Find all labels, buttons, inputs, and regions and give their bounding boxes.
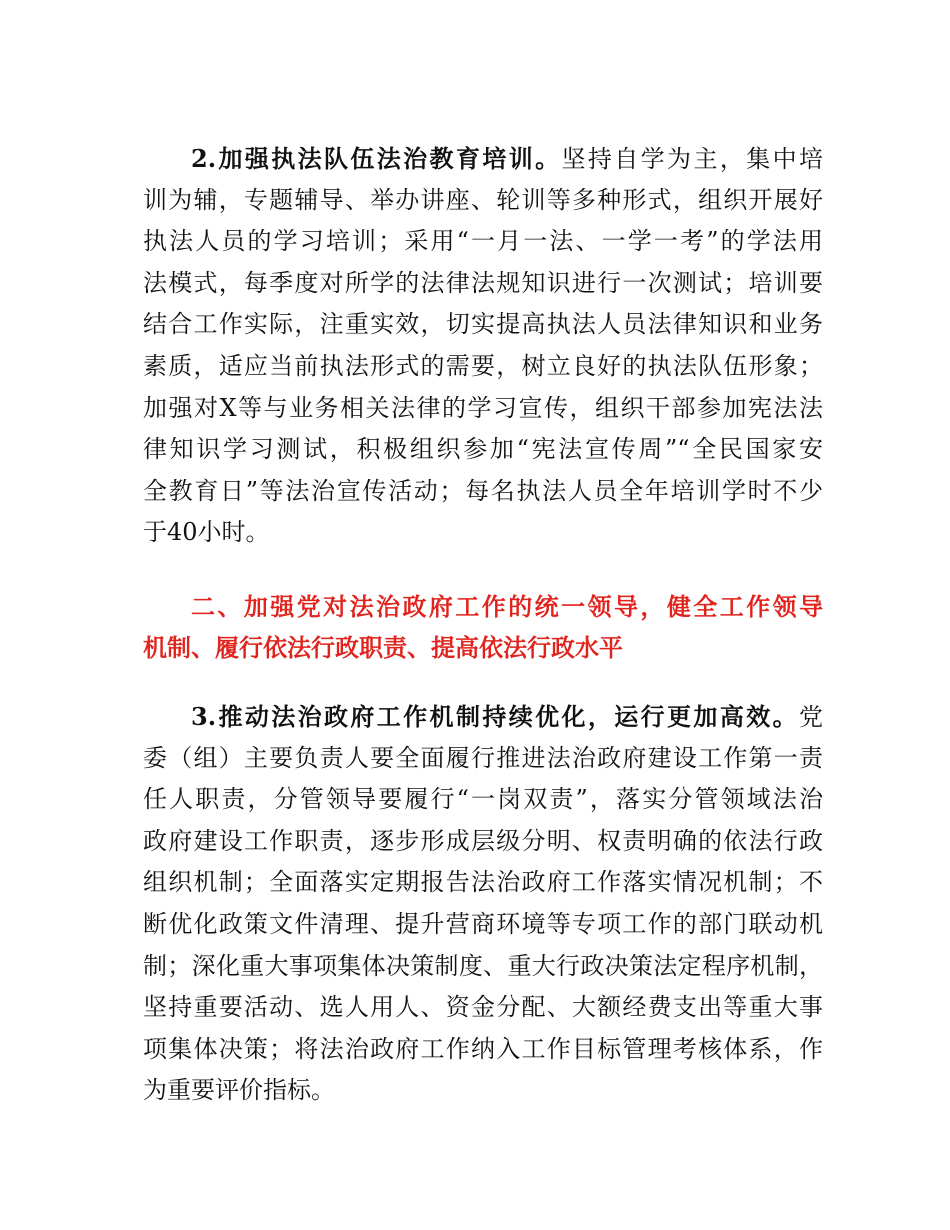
paragraph-line: 断优化政策文件清理、提升营商环境等专项工作的部门联动机 [143, 909, 823, 938]
paragraph-line: 制；深化重大事项集体决策制度、重大行政决策法定程序机制， [143, 951, 823, 980]
paragraph-lead-heading: 2.加强执法队伍法治教育培训。 [191, 144, 562, 173]
section-heading-line: 机制、履行依法行政职责、提高依法行政水平 [143, 634, 623, 662]
paragraph-line: 素质，适应当前执法形式的需要，树立良好的执法队伍形象； [143, 351, 823, 380]
paragraph-line: 全教育日”等法治宣传活动；每名执法人员全年培训学时不少 [143, 476, 823, 505]
paragraph-line: 委（组）主要负责人要全面履行推进法治政府建设工作第一责 [143, 743, 823, 772]
section-heading-line: 二、加强党对法治政府工作的统一领导，健全工作领导 [191, 593, 823, 621]
paragraph-mechanism [143, 696, 823, 1112]
paragraph-line: 加强对X等与业务相关法律的学习宣传，组织干部参加宪法法 [143, 393, 823, 422]
paragraph-line: 律知识学习测试，积极组织参加“宪法宣传周”“全民国家安 [143, 435, 823, 464]
paragraph-line: 组织机制；全面落实定期报告法治政府工作落实情况机制；不 [143, 868, 823, 897]
paragraph-line: 为重要评价指标。 [143, 1076, 335, 1105]
paragraph-line: 法模式，每季度对所学的法律法规知识进行一次测试；培训要 [143, 268, 823, 297]
paragraph-lead-heading: 3.推动法治政府工作机制持续优化，运行更加高效。 [191, 702, 799, 731]
paragraph-line: 训为辅，专题辅导、举办讲座、轮训等多种形式，组织开展好 [143, 185, 823, 214]
paragraph-line: 项集体决策；将法治政府工作纳入工作目标管理考核体系，作 [143, 1034, 823, 1063]
paragraph-training [143, 138, 823, 554]
paragraph-line: 政府建设工作职责，逐步形成层级分明、权责明确的依法行政 [143, 826, 823, 855]
paragraph-line: 2.加强执法队伍法治教育培训。坚持自学为主，集中培 [191, 144, 823, 173]
paragraph-line: 执法人员的学习培训；采用“一月一法、一学一考”的学法用 [143, 227, 823, 256]
paragraph-line: 结合工作实际，注重实效，切实提高执法人员法律知识和业务 [143, 310, 823, 339]
section-heading [143, 587, 823, 669]
paragraph-line: 坚持重要活动、选人用人、资金分配、大额经费支出等重大事 [143, 993, 823, 1022]
paragraph-line: 于40小时。 [143, 518, 270, 547]
paragraph-line: 任人职责，分管领导要履行“一岗双责”，落实分管领域法治 [143, 785, 823, 814]
paragraph-line: 3.推动法治政府工作机制持续优化，运行更加高效。党 [191, 702, 823, 731]
